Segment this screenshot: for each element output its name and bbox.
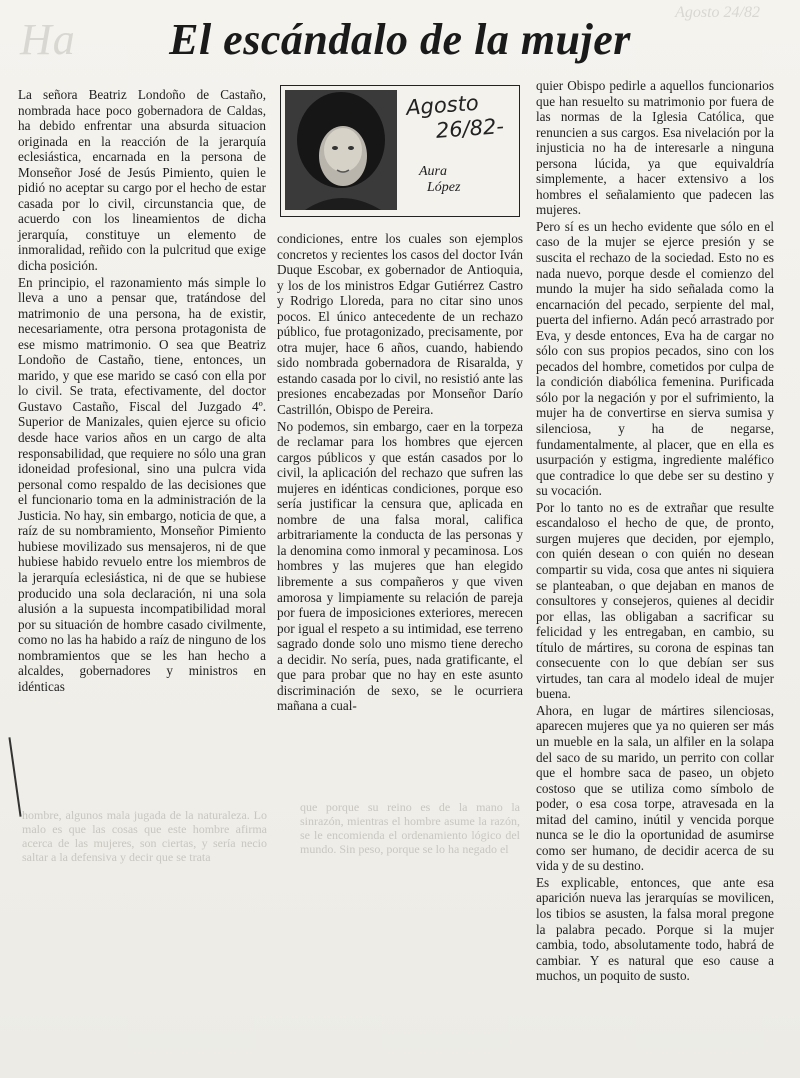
column-1 xyxy=(18,87,266,694)
author-byline xyxy=(419,164,509,196)
bleed-through-text-right: que porque su reino es de la mano la sinrazón, mientras el hombre asume la razón, se le encomienda el ordenamiento lógico del mundo. Sin peso, porque se lo ha negado el xyxy=(300,800,520,856)
paragraph: No podemos, sin embargo, caer en la torpeza de reclamar para los hombres que ejercen cargos públicos y que están casados por lo civil, la aplicación del rechazo que sufren las mujeres en idénticas condiciones, porque eso sería justificar la censura que, aplicada en nombre de una falsa moral, califica arbitrariamente la conducta de las personas y la denomina como inmoral y pecaminosa. Los hombres y las mujeres que han elegido libremente a sus compañeros y que viven amorosa y limpiamente su relación de pareja por fuera de imposiciones exteriores, merecen por igual el respeto a su intimidad, ese terreno sagrado donde solo uno mismo tiene derecho a decidir. No sería, pues, nada gratificante, el que para probar que no hay en este asunto discriminación de sexo, se le ocurriera mañana a cual- xyxy=(277,418,523,714)
handwritten-date xyxy=(405,88,518,146)
paragraph: La señora Beatriz Londoño de Castaño, nombrada hace poco gobernadora de Caldas, ha debido enfrentar una absurda situacion originada en la reacción de la jerarquía eclesiástica, encarnada en la persona de Monseñor José de Jesús Pimiento, quien le pidió no aceptar su cargo por el hecho de estar casada por lo civil, circunstancia que, de acuerdo con los lineamientos de dicha jerarquía, constituye un elemento de inmoralidad, reñido con la pulcritud que exige dicha posición. xyxy=(18,87,266,274)
paragraph: Por lo tanto no es de extrañar que resulte escandaloso el hecho de que, de pronto, surgen mujeres que deciden, por ejemplo, con quién desean o con quién no desean compartir su vida, cosa que antes ni siquiera se planteaban, o que dejaban en manos de consultores y consejeros, quienes al decidir por ellas, las obligaban a sacrificar su felicidad y les entregaban, en cambio, su título de mártires, su corona de espinas tan consecuente con lo que debían ser sus virtudes, tan cara al modelo ideal de mujer buena. xyxy=(536,499,774,702)
article-title: El escándalo de la mujer xyxy=(169,15,631,64)
paragraph: Pero sí es un hecho evidente que sólo en el caso de la mujer se ejerce presión y se suscita el rechazo de la sociedad. Esto no es nada nuevo, porque desde el comienzo del mundo la mujer ha sido señalada como la encarnación del pecado, serpiente del mal, puerta del infierno. Adán pecó arrastrado por Eva, y desde entonces, Eva ha de cargar no sólo con sus propios pecados, sino con los pecados del hombre, cometidos por culpa de la condición diabólica femenina. Purificada sólo por la negación y por el sufrimiento, la mujer ha de convertirse en sierva sumisa y silenciosa, y ha de negarse, fundamentalmente, al placer, que en ella es usurpación y estigma, ingrediente maléfico que contradice lo que debe ser su destino y su vocación. xyxy=(536,218,774,499)
portrait-image xyxy=(285,90,397,210)
author-first-name: Aura xyxy=(419,164,447,179)
author-photo xyxy=(285,90,397,210)
handwritten-day-year: 26/82- xyxy=(435,114,505,143)
author-box xyxy=(280,85,520,217)
paragraph: Es explicable, entonces, que ante esa aparición nueva las jerarquías se movilicen, los tibios se asusten, la falsa moral pregone la palabra pecado. Porque si la mujer cambia, todo, absolutamente todo, habrá de cambiar. Y es natural que eso cause a muchos, un poquito de susto. xyxy=(536,874,774,984)
paragraph: En principio, el razonamiento más simple lo lleva a uno a pensar que, tratándose del matrimonio de una persona, ha de existir, necesariamente, otra persona protagonista de ese mismo matrimonio. O sea que Beatriz Londoño de Castaño, tiene, entonces, un marido, y que ese marido se casó con ella por lo civil. Se trata, efectivamente, del doctor Gustavo Castaño, Fiscal del Juzgado 4º. Superior de Manizales, quien ejerce su oficio desde hace varios años en un cargo de alta responsabilidad, que requiere no sólo una gran idoneidad profesional, sino una pulcra vida personal como respaldo de las decisiones que el funcionario toma en la administración de la Justicia. No hay, sin embargo, noticia de que, a raíz de su nombramiento, Monseñor Pimiento hubiese movilizado sus mensajeros, ni de que hubiese habido revuelo entre los miembros de la jerarquía eclesiástica, ni de que se hubiese producido una sola declaración, ni una sola alusión a la supuesta incompatibilidad moral por su situación de hombre casado civilmente, como no las ha habido a raíz de ninguno de los nombramientos que se les han hecho a alcaldes, gobernadores y ministros en idénticas xyxy=(18,274,266,694)
paragraph: Ahora, en lugar de mártires silenciosas, aparecen mujeres que ya no quieren ser más un mueble en la sala, un alfiler en la solapa del saco de su marido, un perrito con collar que el hombre saca de paseo, un objeto costoso que se utiliza como símbolo de poder, o esa cosa torpe, atravesada en la mitad del camino, inútil y vencida porque nunca se le dio la oportunidad de asumirse como ser humano, de decidir acerca de su vida y de su destino. xyxy=(536,702,774,874)
bleed-through-date: Agosto 24/82 xyxy=(675,4,760,21)
bleed-through-text-left: hombre, algunos mala jugada de la naturaleza. Lo malo es que las cosas que este hombre afirma acerca de las mujeres, son ciertas, y sería necio saltar a la defensiva y decir que se trata xyxy=(22,808,267,864)
paragraph: quier Obispo pedirle a aquellos funcionarios que han resuelto su matrimonio por fuera de las normas de la Iglesia Católica, que renuncien a sus cargos. Esa nivelación por la injusticia no ha de interesarle a ninguna persona lúcida, ya que equivaldría simplemente, a hacer extensivo a los hombres el señalamiento que padecen las mujeres. xyxy=(536,78,774,218)
column-3 xyxy=(536,78,774,984)
bleed-through-title: Ha xyxy=(20,15,76,64)
author-last-name: López xyxy=(427,180,461,195)
column-2 xyxy=(277,231,523,714)
paragraph: condiciones, entre los cuales son ejemplos concretos y recientes los casos del doctor Iván Duque Escobar, ex gobernador de Antioquia, y los de los ministros Edgar Gutiérrez Castro y Rodrigo Lloreda, para no citar sino unos pocos. El único antecedente de un rechazo público, fue protagonizado, precisamente, por otra mujer, hace 6 años, cuando, habiendo sido nombrada gobernadora de Risaralda, y estando casada por lo civil, no resistió ante las presiones encabezadas por Monseñor Darío Castrillón, Obispo de Pereira. xyxy=(277,231,523,418)
handwritten-month: Agosto xyxy=(405,90,480,120)
margin-pen-mark xyxy=(8,737,21,816)
